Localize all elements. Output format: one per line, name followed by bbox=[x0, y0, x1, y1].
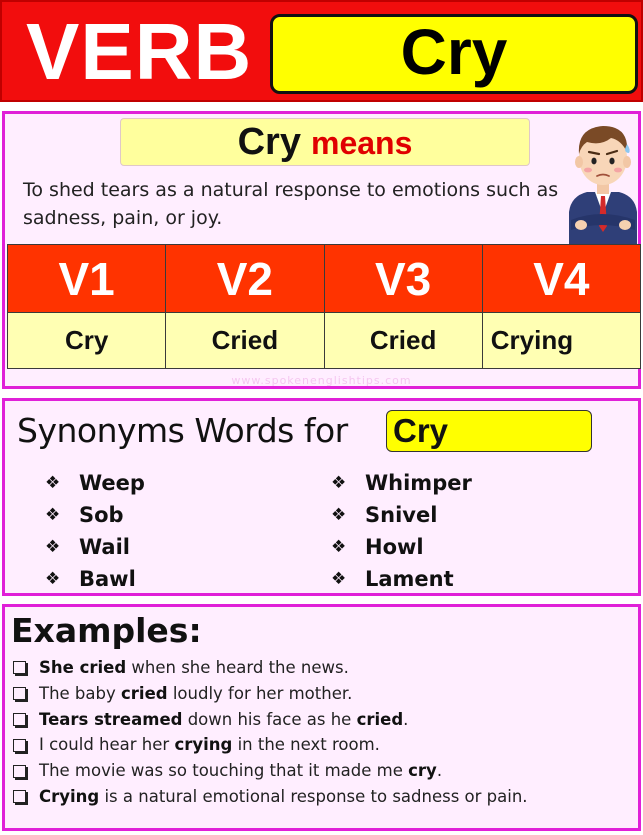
diamond-bullet-icon: ❖ bbox=[45, 569, 61, 589]
synonym-item: ❖ Snivel bbox=[331, 499, 472, 531]
examples-list bbox=[13, 655, 633, 810]
form-value-v3: Cried bbox=[324, 313, 482, 369]
example-sentence: The baby cried loudly for her mother. bbox=[39, 683, 353, 703]
form-header-v3: V3 bbox=[324, 245, 482, 313]
verb-forms-value-row bbox=[8, 313, 641, 369]
means-word: Cry bbox=[237, 121, 301, 163]
verb-forms-table bbox=[7, 244, 641, 369]
example-item bbox=[13, 707, 633, 733]
examples-title: Examples: bbox=[11, 611, 202, 650]
synonym-item: ❖ Lament bbox=[331, 563, 472, 595]
synonyms-column-2 bbox=[331, 467, 472, 595]
example-sentence: I could hear her crying in the next room. bbox=[39, 735, 380, 755]
checkbox-bullet-icon bbox=[13, 765, 26, 778]
example-sentence: Tears streamed down his face as he cried. bbox=[39, 709, 409, 729]
form-header-v1: V1 bbox=[8, 245, 166, 313]
example-item bbox=[13, 655, 633, 681]
synonyms-word: Cry bbox=[386, 410, 592, 452]
checkbox-bullet-icon bbox=[13, 790, 26, 803]
form-value-v2: Cried bbox=[166, 313, 324, 369]
header-banner bbox=[0, 0, 643, 102]
examples-panel bbox=[2, 604, 641, 831]
header-word: Cry bbox=[270, 14, 638, 94]
synonym-item: ❖ Bawl bbox=[45, 563, 145, 595]
diamond-bullet-icon: ❖ bbox=[331, 473, 347, 493]
form-value-v4: Crying bbox=[482, 313, 640, 369]
example-sentence: Crying is a natural emotional response to sadness or pain. bbox=[39, 786, 528, 806]
example-item bbox=[13, 732, 633, 758]
diamond-bullet-icon: ❖ bbox=[45, 473, 61, 493]
example-item bbox=[13, 784, 633, 810]
diamond-bullet-icon: ❖ bbox=[331, 537, 347, 557]
example-item bbox=[13, 758, 633, 784]
synonym-item: ❖ Weep bbox=[45, 467, 145, 499]
example-sentence: The movie was so touching that it made me cry. bbox=[39, 761, 443, 781]
form-header-v4: V4 bbox=[482, 245, 640, 313]
checkbox-bullet-icon bbox=[13, 661, 26, 674]
checkbox-bullet-icon bbox=[13, 739, 26, 752]
watermark: www.spokenenglishtips.com bbox=[231, 374, 412, 387]
verb-label: VERB bbox=[26, 7, 253, 96]
diamond-bullet-icon: ❖ bbox=[331, 569, 347, 589]
form-header-v2: V2 bbox=[166, 245, 324, 313]
example-item bbox=[13, 681, 633, 707]
diamond-bullet-icon: ❖ bbox=[331, 505, 347, 525]
meaning-panel bbox=[2, 111, 641, 389]
form-value-v1: Cry bbox=[8, 313, 166, 369]
synonyms-panel bbox=[2, 398, 641, 596]
definition-text: To shed tears as a natural response to emotions such as sadness, pain, or joy. bbox=[23, 179, 559, 229]
checkbox-bullet-icon bbox=[13, 713, 26, 726]
synonym-item: ❖ Howl bbox=[331, 531, 472, 563]
checkbox-bullet-icon bbox=[13, 687, 26, 700]
example-sentence: She cried when she heard the news. bbox=[39, 658, 349, 677]
synonym-item: ❖ Sob bbox=[45, 499, 145, 531]
confused-businessman-icon bbox=[561, 116, 643, 244]
verb-forms-header-row bbox=[8, 245, 641, 313]
means-heading bbox=[120, 118, 530, 166]
synonyms-title: Synonyms Words for bbox=[17, 411, 348, 450]
diamond-bullet-icon: ❖ bbox=[45, 505, 61, 525]
diamond-bullet-icon: ❖ bbox=[45, 537, 61, 557]
means-label: means bbox=[310, 125, 413, 161]
synonym-item: ❖ Wail bbox=[45, 531, 145, 563]
synonym-item: ❖ Whimper bbox=[331, 467, 472, 499]
synonyms-column-1 bbox=[45, 467, 145, 595]
